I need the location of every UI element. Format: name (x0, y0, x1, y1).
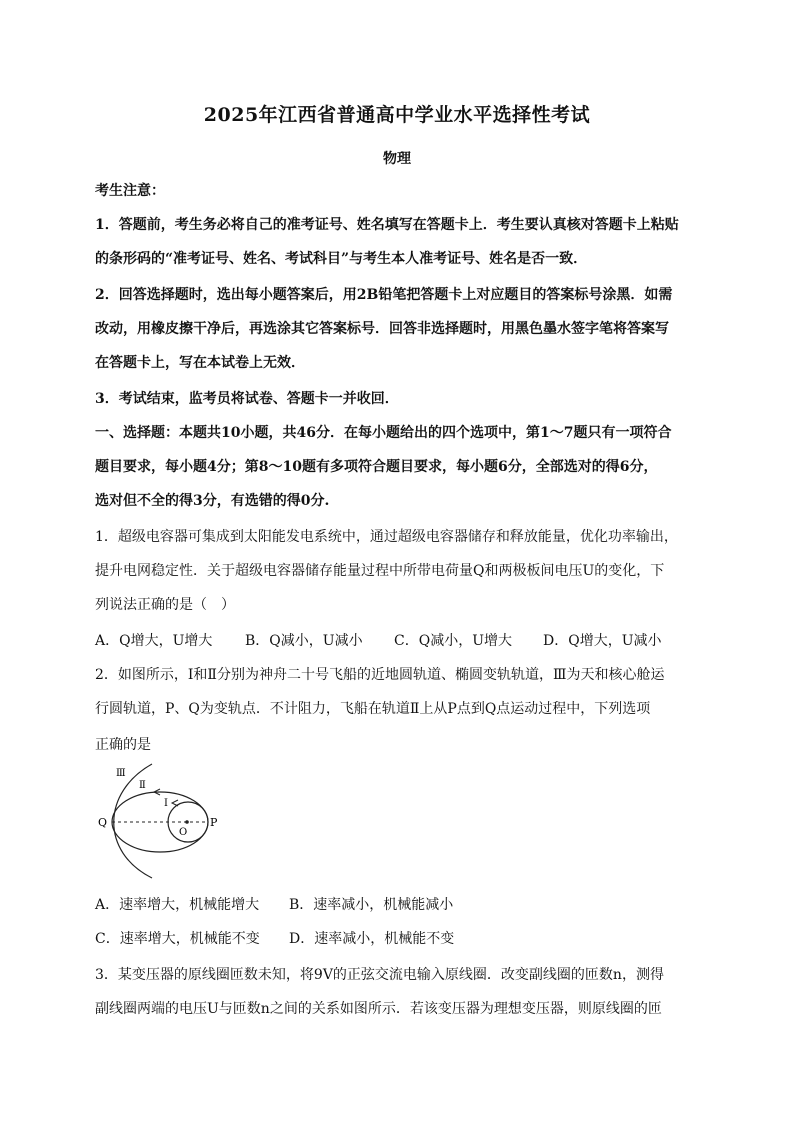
label-o: O (179, 827, 188, 838)
orbit-diagram (92, 762, 222, 880)
question-2-option-c[interactable]: C．速率增大，机械能不变 (95, 931, 260, 947)
section-heading-line: 题目要求，每小题4分；第8～10题有多项符合题目要求，每小题6分，全部选对的得6分， (95, 459, 658, 475)
question-1-option-c[interactable]: C．Q减小，U增大 (394, 633, 512, 649)
orbit-iii (114, 764, 152, 878)
question-2-option-b[interactable]: B．速率减小，机械能减小 (289, 897, 454, 913)
label-i: I (164, 798, 168, 809)
notice-heading: 考生注意： (95, 183, 165, 199)
subject-title: 物理 (383, 151, 411, 167)
notice-line: 2．回答选择题时，选出每小题答案后，用2B铅笔把答题卡上对应题目的答案标号涂黑．如需 (95, 287, 673, 303)
question-1-option-b[interactable]: B．Q减小，U减小 (245, 633, 363, 649)
earth-center-dot (185, 820, 189, 824)
question-2-line: 行圆轨道，P、Q为变轨点．不计阻力，飞船在轨道Ⅱ上从P点到Q点运动过程中，下列选项 (95, 701, 651, 717)
label-iii: Ⅲ (116, 768, 126, 779)
question-1-line: 列说法正确的是（ ） (95, 597, 235, 613)
label-ii: Ⅱ (139, 780, 146, 791)
question-3-line: 3．某变压器的原线圈匝数未知，将9V的正弦交流电输入原线圈．改变副线圈的匝数n，测得 (95, 967, 664, 983)
notice-line: 1．答题前，考生务必将自己的准考证号、姓名填写在答题卡上．考生要认真核对答题卡上粘贴 (95, 217, 679, 233)
question-3-line: 副线圈两端的电压U与匝数n之间的关系如图所示．若该变压器为理想变压器，则原线圈的匝 (95, 1001, 662, 1017)
notice-line: 3．考试结束，监考员将试卷、答题卡一并收回． (95, 391, 399, 407)
notice-line: 在答题卡上，写在本试卷上无效． (95, 355, 305, 371)
question-2-option-a[interactable]: A．速率增大，机械能增大 (95, 897, 260, 913)
section-heading-line: 选对但不全的得3分，有选错的得0分. (95, 493, 330, 509)
label-p: P (210, 816, 218, 829)
question-1-option-a[interactable]: A．Q增大，U增大 (95, 633, 213, 649)
section-heading-line: 一、选择题：本题共10小题，共46分．在每小题给出的四个选项中，第1～7题只有一项符合 (95, 425, 672, 441)
notice-line: 改动，用橡皮擦干净后，再选涂其它答案标号．回答非选择题时，用黑色墨水签字笔将答案写 (95, 321, 669, 337)
question-1-line: 1．超级电容器可集成到太阳能发电系统中，通过超级电容器储存和释放能量，优化功率输出， (95, 529, 678, 545)
direction-arrow-icon (172, 800, 178, 806)
question-2-line: 正确的是 (95, 737, 151, 753)
question-1-line: 提升电网稳定性．关于超级电容器储存能量过程中所带电荷量Q和两极板间电压U的变化，下 (95, 563, 665, 579)
question-1-option-d[interactable]: D．Q增大，U减小 (543, 633, 662, 649)
page-title: 2025年江西省普通高中学业水平选择性考试 (203, 104, 591, 126)
question-2-option-d[interactable]: D．速率减小，机械能不变 (289, 931, 455, 947)
question-2-line: 2．如图所示，Ⅰ和Ⅱ分别为神舟二十号飞船的近地圆轨道、椭圆变轨轨道，Ⅲ为天和核心舱运 (95, 667, 665, 683)
label-q: Q (98, 816, 108, 829)
notice-line: 的条形码的“准考证号、姓名、考试科目”与考生本人准考证号、姓名是否一致． (95, 251, 588, 267)
